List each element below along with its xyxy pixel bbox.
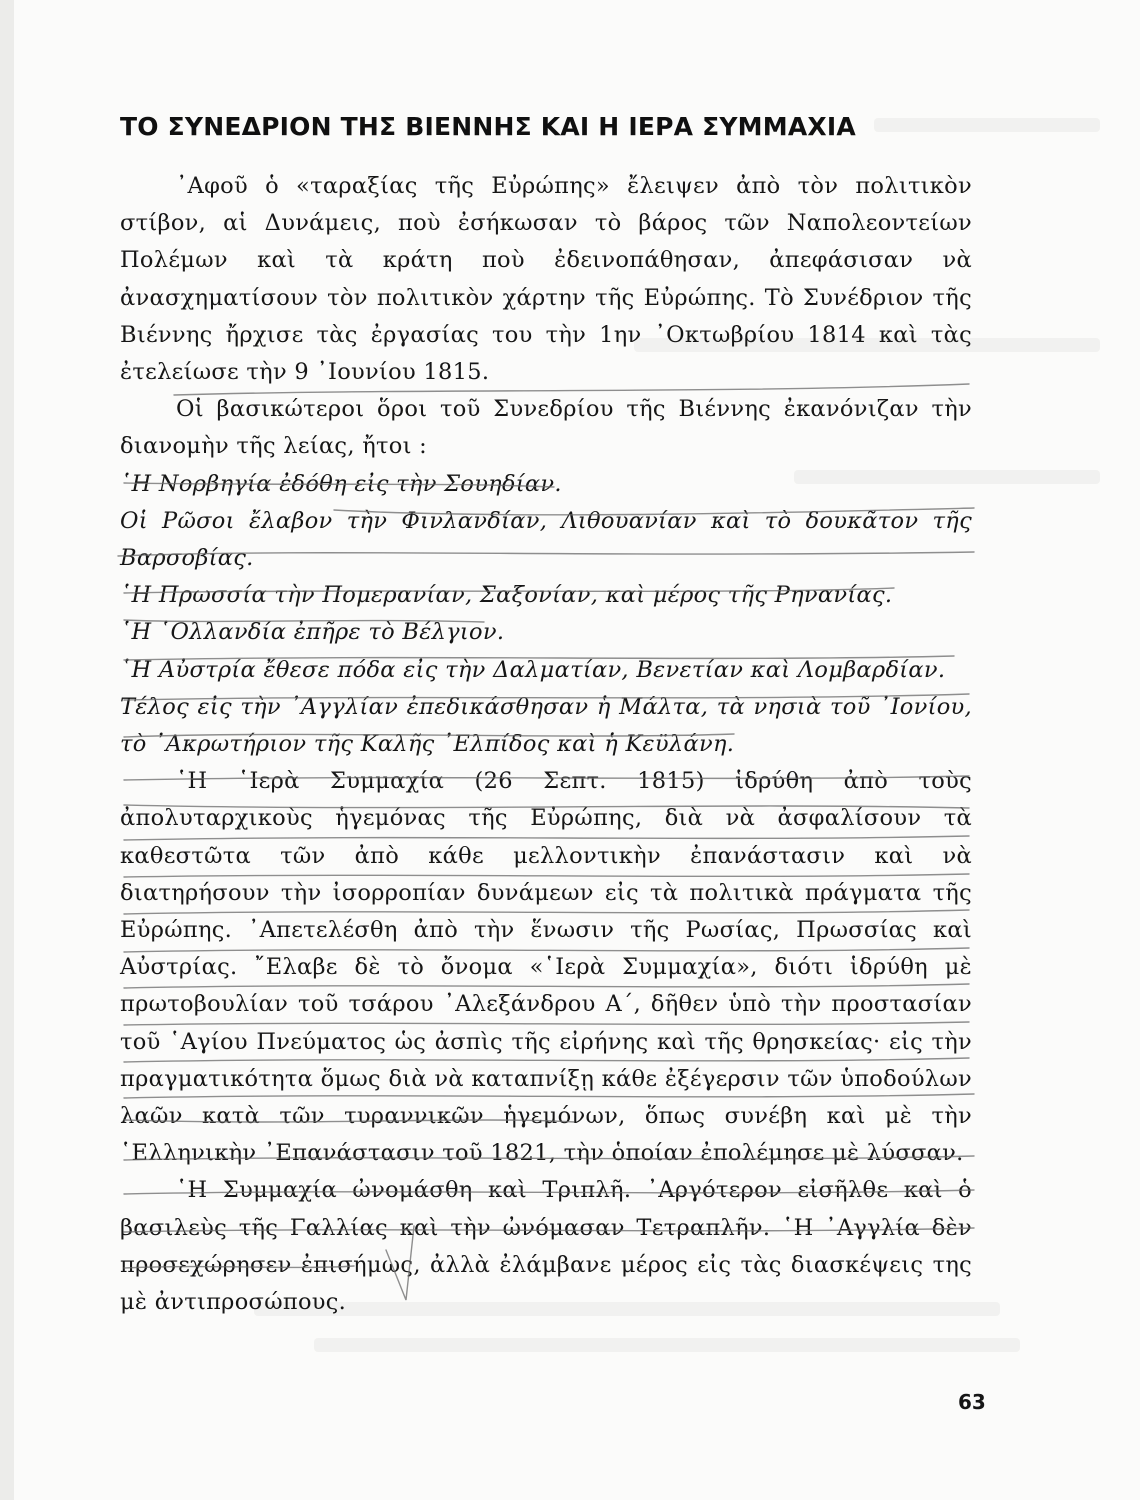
paragraph: ᾿Αφοῦ ὁ «ταραξίας τῆς Εὐρώπης» ἔλειψεν ἀπὸ τὸν πολιτικὸν στίβον, αἱ Δυνάμεις, ποὺ ἐσήκωσαν τὸ βάρος τῶν Ναπολεοντείων Πολέμων καὶ τὰ κράτη ποὺ ἐδεινοπάθησαν, ἀπεφάσισαν νὰ ἀνασχηματίσουν τὸν πολιτικὸν χάρτην τῆς Εὐρώπης. Τὸ Συνέδριον τῆς Βιέννης ἤρχισε τὰς ἐργασίας του τὴν 1ην ᾿Οκτωβρίου 1814 καὶ τὰς ἐτελείωσε τὴν 9 ᾿Ιουνίου 1815. bbox=[120, 173, 972, 386]
list-item: ῾Η Αὐστρία ἔθεσε πόδα εἰς τὴν Δαλματίαν, Βενετίαν καὶ Λομβαρδίαν. bbox=[120, 656, 946, 683]
paragraph: Οἱ βασικώτεροι ὅροι τοῦ Συνεδρίου τῆς Βιέννης ἐκανόνιζαν τὴν διανομὴν τῆς λείας, ἤτοι : bbox=[120, 396, 972, 460]
list-item: Τέλος εἰς τὴν ᾿Αγγλίαν ἐπεδικάσθησαν ἡ Μάλτα, τὰ νησιὰ τοῦ ᾿Ιονίου, τὸ ᾿Ακρωτήριον τῆς Καλῆς ᾿Ελπίδος καὶ ἡ Κεϋλάνη. bbox=[120, 693, 972, 758]
list-item: Οἱ Ρῶσοι ἔλαβον τὴν Φινλανδίαν, Λιθουανίαν καὶ τὸ δουκᾶτον τῆς Βαρσοβίας. bbox=[120, 507, 972, 572]
list-item: ῾Η Νορβηγία ἐδόθη εἰς τὴν Σουηδίαν. bbox=[120, 470, 562, 497]
list-item: ῾Η ῾Ολλανδία ἐπῆρε τὸ Βέλγιον. bbox=[120, 619, 505, 646]
show-through-line bbox=[314, 1338, 1020, 1352]
page-number: 63 bbox=[958, 1390, 986, 1414]
list-item: ῾Η Πρωσσία τὴν Πομερανίαν, Σαξονίαν, καὶ μέρος τῆς Ρηνανίας. bbox=[120, 582, 893, 609]
page-body bbox=[120, 168, 972, 1321]
congress-terms-list bbox=[120, 466, 972, 764]
paragraph: ῾Η Συμμαχία ὠνομάσθη καὶ Τριπλῆ. ᾿Αργότερον εἰσῆλθε καὶ ὁ βασιλεὺς τῆς Γαλλίας καὶ τὴν ὠνόμασαν Τετραπλῆν. ῾Η ᾿Αγγλία δὲν προσεχώρησεν ἐπισήμως, ἀλλὰ ἐλάμβανε μέρος εἰς τὰς διασκέψεις της μὲ ἀντιπροσώπους. bbox=[120, 1177, 972, 1316]
paragraph: ῾Η ῾Ιερὰ Συμμαχία (26 Σεπτ. 1815) ἱδρύθη ἀπὸ τοὺς ἀπολυταρχικοὺς ἡγεμόνας τῆς Εὐρώπης, διὰ νὰ ἀσφαλίσουν τὰ καθεστῶτα τῶν ἀπὸ κάθε μελλοντικὴν ἐπανάστασιν καὶ νὰ διατηρήσουν τὴν ἰσορροπίαν δυνάμεων εἰς τὰ πολιτικὰ πράγματα τῆς Εὐρώπης. ᾿Απετελέσθη ἀπὸ τὴν ἕνωσιν τῆς Ρωσίας, Πρωσσίας καὶ Αὐστρίας. ῎Ελαβε δὲ τὸ ὄνομα «῾Ιερὰ Συμμαχία», διότι ἱδρύθη μὲ πρωτοβουλίαν τοῦ τσάρου ᾿Αλεξάνδρου Α΄, δῆθεν ὑπὸ τὴν προστασίαν τοῦ ῾Αγίου Πνεύματος ὡς ἀσπὶς τῆς εἰρήνης καὶ τῆς θρησκείας· εἰς τὴν πραγματικότητα ὅμως διὰ νὰ καταπνίξῃ κάθε ἐξέγερσιν τῶν ὑποδούλων λαῶν κατὰ τῶν τυραννικῶν ἡγεμόνων, ὅπως συνέβη καὶ μὲ τὴν ῾Ελληνικὴν ᾿Επανάστασιν τοῦ 1821, τὴν ὁποίαν ἐπολέμησε μὲ λύσσαν. bbox=[120, 768, 972, 1167]
page-title: ΤΟ ΣΥΝΕΔΡΙΟΝ ΤΗΣ ΒΙΕΝΝΗΣ ΚΑΙ Η ΙΕΡΑ ΣΥΜΜΑΧΙΑ bbox=[120, 112, 856, 141]
